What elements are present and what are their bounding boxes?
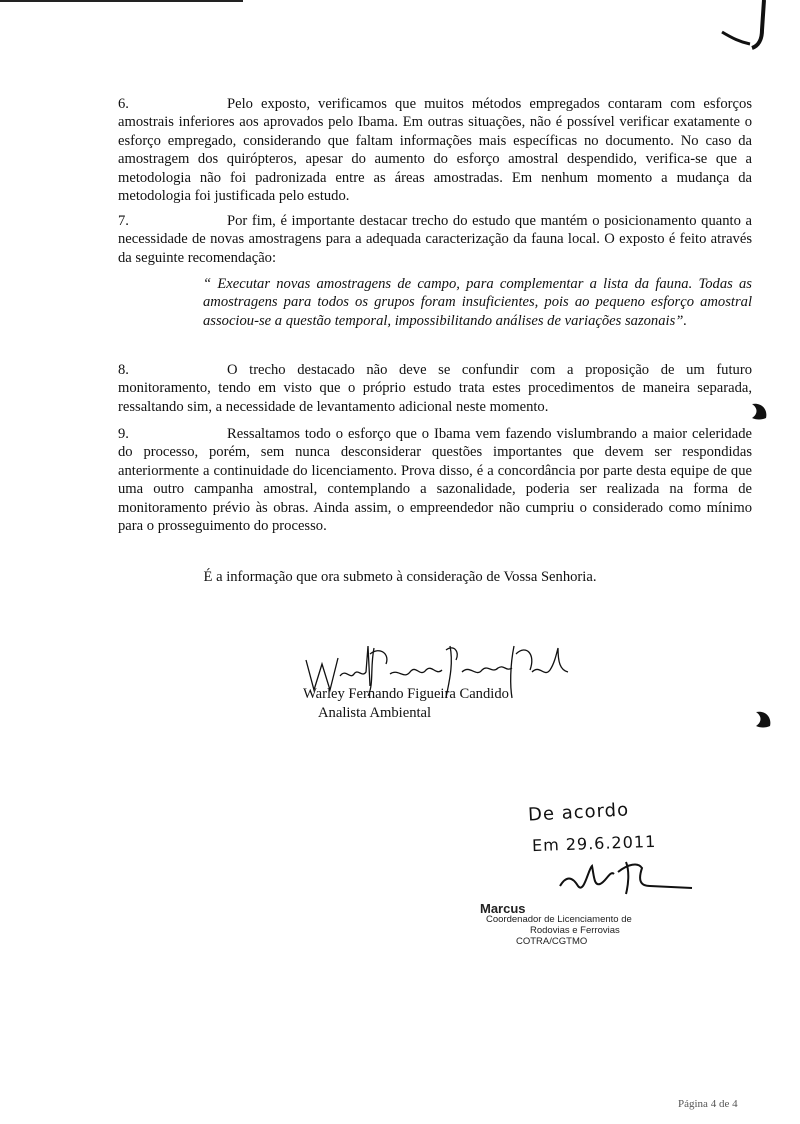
signer-name: Warley Fernando Figueira Candido [303, 686, 509, 702]
stamp-name: Marcus [480, 901, 526, 916]
stamp [480, 903, 632, 947]
stamp-line: Rodovias e Ferrovias [530, 925, 620, 936]
paragraph-7 [118, 212, 752, 267]
quoted-recommendation: “ Executar novas amostragens de campo, para complementar a lista da fauna. Todas as amostragens para todos os grupos foram insuficientes, pois ao pequeno esforço amostral associou-se a questão temporal, impossibilitando análises de variações sazonais”. [203, 276, 752, 329]
paragraph-text: Por fim, é importante destacar trecho do estudo que mantém o posicionamento quanto a necessidade de novas amostragens para a adequada caracterização da fauna local. O exposto é feito através da seguinte recomendação: [118, 213, 752, 266]
paragraph-6 [118, 95, 752, 205]
closing-sentence: É a informação que ora submeto à consideração de Vossa Senhoria. [203, 569, 597, 585]
paragraph-number: 7. [118, 213, 129, 229]
stamp-line: Coordenador de Licenciamento de [486, 914, 632, 925]
punch-hole-mark [748, 400, 770, 422]
paragraph-9 [118, 425, 752, 535]
page-number: Página 4 de 4 [678, 1098, 738, 1110]
paragraph-number: 8. [118, 362, 129, 378]
signer-role: Analista Ambiental [318, 705, 432, 721]
paragraph-number: 6. [118, 96, 129, 112]
handwritten-date: Em 29.6.2011 [531, 831, 657, 856]
paragraph-8 [118, 361, 752, 416]
handwritten-initials [556, 860, 696, 896]
punch-hole-mark [752, 708, 774, 730]
paragraph-text: O trecho destacado não deve se confundir com a proposição de um futuro monitoramento, tendo em visto que o próprio estudo trata estes procedimentos de maneira separada, ressaltando sim, a necessidade de levantamento adicional neste momento. [118, 362, 752, 415]
paragraph-number: 9. [118, 426, 129, 442]
paragraph-text: Pelo exposto, verificamos que muitos métodos empregados contaram com esforços amostrais inferiores aos aprovados pelo Ibama. Em outras situações, não é possível verificar exatamente o esforço empregado, considerando que faltam informações mais específicas no documento. No caso da amostragem dos quirópteros, apesar do aumento do esforço amostral despendido, verifica-se que a metodologia não foi padronizada entre as áreas amostradas. Em nenhum momento a mudança da metodologia foi justificada pelo estudo. [118, 96, 752, 205]
corner-check-mark [718, 0, 778, 55]
paragraph-text: Ressaltamos todo o esforço que o Ibama vem fazendo vislumbrando a maior celeridade do processo, porém, sem nunca desconsiderar questões importantes que devem ser respondidas anteriormente a continuidade do licenciamento. Prova disso, é a concordância por parte desta equipe de que uma outro campanha amostral, contemplando a sazonalidade, poderia ser realizada na forma de monitoramento prévio às obras. Ainda assim, o empreendedor não cumpriu o considerado como mínimo para o prosseguimento do processo. [118, 426, 752, 535]
handwritten-approval: De acordo [527, 799, 630, 826]
stamp-line: COTRA/CGTMO [516, 936, 588, 947]
top-rule [0, 0, 243, 2]
